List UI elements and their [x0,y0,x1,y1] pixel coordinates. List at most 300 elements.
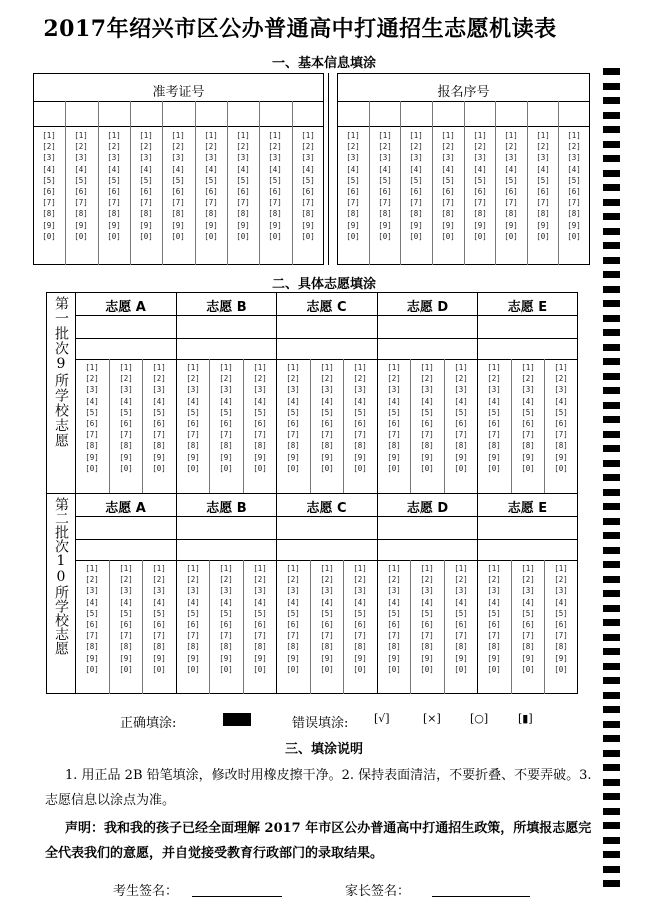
bubble-option[interactable]: [1] [236,131,250,140]
bubble-option[interactable]: [2] [487,374,501,384]
bubble-option[interactable]: [3] [409,153,423,163]
bubble-option[interactable]: [6] [387,419,401,429]
bubble-option[interactable]: [3] [139,153,153,163]
bubble-option[interactable]: [9] [473,220,487,230]
bubble-option[interactable]: [2] [378,142,392,152]
bubble-option[interactable]: [0] [219,664,233,674]
bubble-option[interactable]: [9] [152,452,166,462]
bubble-option[interactable]: [6] [387,620,401,630]
bubble-option[interactable]: [8] [554,441,568,451]
bubble-option[interactable]: [0] [286,463,300,473]
bubble-option[interactable]: [0] [441,231,455,241]
bubble-option[interactable]: [7] [171,198,185,208]
bubble-option[interactable]: [0] [420,463,434,473]
bubble-option[interactable]: [5] [219,407,233,417]
bubble-option[interactable]: [4] [554,396,568,406]
bubble-option[interactable]: [7] [219,430,233,440]
bubble-option[interactable]: [1] [119,363,133,372]
bubble-option[interactable]: [4] [253,396,267,406]
bubble-option[interactable]: [9] [286,452,300,462]
bubble-option[interactable]: [7] [152,631,166,641]
bubble-option[interactable]: [3] [454,385,468,395]
bubble-option[interactable]: [7] [378,198,392,208]
bubble-option[interactable]: [8] [536,209,550,219]
bubble-option[interactable]: [5] [301,175,315,185]
bubble-option[interactable]: [0] [186,664,200,674]
bubble-option[interactable]: [7] [454,430,468,440]
parent-signature-line[interactable] [432,896,530,897]
bubble-option[interactable]: [1] [454,564,468,573]
bubble-option[interactable]: [9] [387,452,401,462]
bubble-option[interactable]: [3] [567,153,581,163]
bubble-option[interactable]: [0] [119,664,133,674]
bubble-option[interactable]: [9] [554,653,568,663]
bubble-option[interactable]: [2] [409,142,423,152]
bubble-option[interactable]: [9] [268,220,282,230]
bubble-option[interactable]: [4] [454,396,468,406]
bubble-option[interactable]: [7] [301,198,315,208]
bubble-option[interactable]: [4] [420,597,434,607]
bubble-option[interactable]: [3] [521,586,535,596]
bubble-option[interactable]: [8] [441,209,455,219]
bubble-option[interactable]: [3] [554,586,568,596]
bubble-option[interactable]: [2] [521,374,535,384]
bubble-option[interactable]: [6] [171,187,185,197]
bubble-option[interactable]: [8] [236,209,250,219]
bubble-option[interactable]: [8] [186,642,200,652]
bubble-option[interactable]: [6] [186,419,200,429]
bubble-option[interactable]: [3] [236,153,250,163]
bubble-option[interactable]: [9] [521,653,535,663]
bubble-option[interactable]: [2] [320,575,334,585]
bubble-option[interactable]: [0] [85,664,99,674]
bubble-option[interactable]: [6] [554,620,568,630]
bubble-option[interactable]: [4] [107,164,121,174]
bubble-option[interactable]: [7] [152,430,166,440]
bubble-option[interactable]: [0] [219,463,233,473]
bubble-option[interactable]: [8] [219,642,233,652]
bubble-option[interactable]: [7] [236,198,250,208]
bubble-option[interactable]: [8] [219,441,233,451]
bubble-option[interactable]: [2] [236,142,250,152]
bubble-option[interactable]: [1] [473,131,487,140]
bubble-option[interactable]: [6] [409,187,423,197]
bubble-option[interactable]: [2] [487,575,501,585]
bubble-option[interactable]: [1] [152,564,166,573]
bubble-option[interactable]: [6] [320,419,334,429]
bubble-option[interactable]: [0] [253,463,267,473]
bubble-option[interactable]: [0] [152,664,166,674]
bubble-option[interactable]: [6] [378,187,392,197]
bubble-option[interactable]: [4] [219,597,233,607]
bubble-option[interactable]: [8] [152,642,166,652]
bubble-option[interactable]: [5] [152,407,166,417]
bubble-option[interactable]: [3] [420,586,434,596]
bubble-option[interactable]: [3] [219,586,233,596]
bubble-option[interactable]: [9] [454,653,468,663]
bubble-option[interactable]: [8] [353,441,367,451]
bubble-option[interactable]: [9] [119,452,133,462]
bubble-option[interactable]: [0] [504,231,518,241]
bubble-option[interactable]: [1] [74,131,88,140]
bubble-option[interactable]: [2] [253,575,267,585]
bubble-option[interactable]: [4] [353,597,367,607]
bubble-option[interactable]: [8] [85,441,99,451]
bubble-option[interactable]: [3] [387,385,401,395]
bubble-option[interactable]: [1] [420,564,434,573]
bubble-option[interactable]: [1] [320,564,334,573]
bubble-option[interactable]: [1] [536,131,550,140]
bubble-option[interactable]: [2] [152,575,166,585]
bubble-option[interactable]: [8] [107,209,121,219]
bubble-option[interactable]: [6] [152,620,166,630]
bubble-option[interactable]: [6] [219,419,233,429]
bubble-option[interactable]: [5] [320,608,334,618]
bubble-option[interactable]: [7] [554,430,568,440]
bubble-option[interactable]: [2] [186,374,200,384]
bubble-option[interactable]: [2] [186,575,200,585]
bubble-option[interactable]: [5] [454,608,468,618]
bubble-option[interactable]: [6] [286,620,300,630]
bubble-option[interactable]: [4] [219,396,233,406]
bubble-option[interactable]: [7] [441,198,455,208]
bubble-option[interactable]: [6] [253,419,267,429]
bubble-option[interactable]: [1] [504,131,518,140]
bubble-option[interactable]: [9] [74,220,88,230]
bubble-option[interactable]: [1] [353,564,367,573]
bubble-option[interactable]: [6] [119,419,133,429]
bubble-option[interactable]: [2] [119,575,133,585]
bubble-option[interactable]: [9] [320,452,334,462]
bubble-option[interactable]: [6] [204,187,218,197]
bubble-option[interactable]: [0] [320,664,334,674]
bubble-option[interactable]: [3] [353,586,367,596]
bubble-option[interactable]: [1] [204,131,218,140]
bubble-option[interactable]: [7] [253,631,267,641]
bubble-option[interactable]: [6] [268,187,282,197]
bubble-option[interactable]: [1] [420,363,434,372]
bubble-option[interactable]: [7] [320,631,334,641]
bubble-option[interactable]: [7] [139,198,153,208]
bubble-option[interactable]: [0] [454,463,468,473]
bubble-option[interactable]: [6] [353,620,367,630]
bubble-option[interactable]: [0] [554,664,568,674]
bubble-option[interactable]: [4] [387,597,401,607]
bubble-option[interactable]: [0] [473,231,487,241]
bubble-option[interactable]: [1] [378,131,392,140]
bubble-option[interactable]: [4] [152,396,166,406]
bubble-option[interactable]: [5] [353,608,367,618]
bubble-option[interactable]: [9] [441,220,455,230]
bubble-option[interactable]: [1] [152,363,166,372]
bubble-option[interactable]: [1] [554,363,568,372]
bubble-option[interactable]: [8] [320,642,334,652]
bubble-option[interactable]: [6] [253,620,267,630]
bubble-option[interactable]: [5] [253,407,267,417]
bubble-option[interactable]: [1] [320,363,334,372]
bubble-option[interactable]: [2] [554,575,568,585]
bubble-option[interactable]: [3] [85,385,99,395]
bubble-option[interactable]: [1] [487,564,501,573]
bubble-option[interactable]: [0] [268,231,282,241]
bubble-option[interactable]: [8] [473,209,487,219]
bubble-option[interactable]: [2] [353,575,367,585]
bubble-option[interactable]: [5] [409,175,423,185]
bubble-option[interactable]: [3] [286,586,300,596]
bubble-option[interactable]: [3] [320,586,334,596]
bubble-option[interactable]: [1] [139,131,153,140]
bubble-option[interactable]: [9] [567,220,581,230]
bubble-option[interactable]: [9] [454,452,468,462]
bubble-option[interactable]: [9] [219,452,233,462]
bubble-option[interactable]: [8] [171,209,185,219]
bubble-option[interactable]: [6] [186,620,200,630]
bubble-option[interactable]: [6] [487,620,501,630]
bubble-option[interactable]: [9] [353,653,367,663]
bubble-option[interactable]: [8] [409,209,423,219]
bubble-option[interactable]: [5] [487,407,501,417]
bubble-option[interactable]: [7] [186,430,200,440]
bubble-option[interactable]: [1] [219,363,233,372]
bubble-option[interactable]: [3] [521,385,535,395]
bubble-option[interactable]: [0] [171,231,185,241]
bubble-option[interactable]: [6] [286,419,300,429]
bubble-option[interactable]: [8] [139,209,153,219]
bubble-option[interactable]: [0] [42,231,56,241]
bubble-option[interactable]: [3] [346,153,360,163]
bubble-option[interactable]: [9] [387,653,401,663]
bubble-option[interactable]: [8] [454,441,468,451]
bubble-option[interactable]: [4] [487,396,501,406]
bubble-option[interactable]: [6] [139,187,153,197]
bubble-option[interactable]: [9] [420,452,434,462]
bubble-option[interactable]: [5] [219,608,233,618]
bubble-option[interactable]: [7] [521,631,535,641]
bubble-option[interactable]: [7] [268,198,282,208]
bubble-option[interactable]: [4] [420,396,434,406]
bubble-option[interactable]: [2] [441,142,455,152]
bubble-option[interactable]: [4] [253,597,267,607]
bubble-option[interactable]: [7] [320,430,334,440]
bubble-option[interactable]: [5] [521,608,535,618]
bubble-option[interactable]: [4] [487,597,501,607]
bubble-option[interactable]: [9] [353,452,367,462]
bubble-option[interactable]: [1] [387,363,401,372]
bubble-option[interactable]: [9] [107,220,121,230]
bubble-option[interactable]: [1] [286,363,300,372]
bubble-option[interactable]: [6] [567,187,581,197]
bubble-option[interactable]: [4] [409,164,423,174]
bubble-option[interactable]: [5] [286,608,300,618]
bubble-option[interactable]: [1] [186,363,200,372]
bubble-option[interactable]: [7] [454,631,468,641]
bubble-option[interactable]: [9] [85,452,99,462]
bubble-option[interactable]: [5] [487,608,501,618]
bubble-option[interactable]: [5] [473,175,487,185]
bubble-option[interactable]: [2] [346,142,360,152]
bubble-option[interactable]: [8] [521,642,535,652]
bubble-option[interactable]: [1] [107,131,121,140]
bubble-option[interactable]: [4] [204,164,218,174]
bubble-option[interactable]: [7] [42,198,56,208]
bubble-option[interactable]: [2] [473,142,487,152]
bubble-option[interactable]: [5] [346,175,360,185]
bubble-option[interactable]: [0] [139,231,153,241]
bubble-option[interactable]: [3] [320,385,334,395]
bubble-option[interactable]: [2] [301,142,315,152]
bubble-option[interactable]: [8] [268,209,282,219]
bubble-option[interactable]: [0] [346,231,360,241]
bubble-option[interactable]: [7] [204,198,218,208]
bubble-option[interactable]: [5] [171,175,185,185]
bubble-option[interactable]: [5] [387,407,401,417]
bubble-option[interactable]: [7] [186,631,200,641]
bubble-option[interactable]: [1] [186,564,200,573]
bubble-option[interactable]: [0] [567,231,581,241]
bubble-option[interactable]: [9] [42,220,56,230]
bubble-option[interactable]: [6] [74,187,88,197]
bubble-option[interactable]: [9] [236,220,250,230]
bubble-option[interactable]: [1] [387,564,401,573]
bubble-option[interactable]: [1] [554,564,568,573]
bubble-option[interactable]: [3] [204,153,218,163]
bubble-option[interactable]: [4] [567,164,581,174]
bubble-option[interactable]: [5] [420,608,434,618]
bubble-option[interactable]: [9] [186,452,200,462]
bubble-option[interactable]: [7] [420,631,434,641]
bubble-option[interactable]: [4] [186,396,200,406]
bubble-option[interactable]: [0] [378,231,392,241]
bubble-option[interactable]: [0] [152,463,166,473]
bubble-option[interactable]: [9] [253,452,267,462]
bubble-option[interactable]: [7] [74,198,88,208]
bubble-option[interactable]: [0] [521,664,535,674]
bubble-option[interactable]: [5] [85,407,99,417]
bubble-option[interactable]: [4] [346,164,360,174]
bubble-option[interactable]: [4] [521,396,535,406]
bubble-option[interactable]: [3] [420,385,434,395]
bubble-option[interactable]: [6] [85,419,99,429]
bubble-option[interactable]: [7] [107,198,121,208]
bubble-option[interactable]: [7] [504,198,518,208]
bubble-option[interactable]: [2] [536,142,550,152]
bubble-option[interactable]: [9] [253,653,267,663]
bubble-option[interactable]: [0] [353,463,367,473]
bubble-option[interactable]: [1] [567,131,581,140]
bubble-option[interactable]: [9] [409,220,423,230]
bubble-option[interactable]: [6] [504,187,518,197]
bubble-option[interactable]: [6] [554,419,568,429]
bubble-option[interactable]: [6] [454,419,468,429]
bubble-option[interactable]: [9] [186,653,200,663]
bubble-option[interactable]: [3] [171,153,185,163]
bubble-option[interactable]: [5] [536,175,550,185]
bubble-option[interactable]: [1] [85,363,99,372]
bubble-option[interactable]: [3] [253,586,267,596]
bubble-option[interactable]: [5] [152,608,166,618]
bubble-option[interactable]: [8] [378,209,392,219]
bubble-option[interactable]: [9] [504,220,518,230]
bubble-option[interactable]: [7] [554,631,568,641]
bubble-option[interactable]: [8] [346,209,360,219]
bubble-option[interactable]: [1] [42,131,56,140]
bubble-option[interactable]: [8] [320,441,334,451]
bubble-option[interactable]: [6] [420,419,434,429]
bubble-option[interactable]: [5] [454,407,468,417]
bubble-option[interactable]: [7] [353,631,367,641]
bubble-option[interactable]: [4] [504,164,518,174]
bubble-option[interactable]: [0] [74,231,88,241]
bubble-option[interactable]: [3] [353,385,367,395]
bubble-option[interactable]: [4] [268,164,282,174]
bubble-option[interactable]: [6] [85,620,99,630]
bubble-option[interactable]: [3] [85,586,99,596]
bubble-option[interactable]: [6] [521,419,535,429]
bubble-option[interactable]: [5] [387,608,401,618]
bubble-option[interactable]: [6] [107,187,121,197]
bubble-option[interactable]: [8] [253,642,267,652]
bubble-option[interactable]: [2] [139,142,153,152]
bubble-option[interactable]: [2] [420,374,434,384]
bubble-option[interactable]: [1] [487,363,501,372]
bubble-option[interactable]: [0] [301,231,315,241]
bubble-option[interactable]: [2] [420,575,434,585]
bubble-option[interactable]: [6] [441,187,455,197]
bubble-option[interactable]: [3] [441,153,455,163]
bubble-option[interactable]: [9] [85,653,99,663]
bubble-option[interactable]: [8] [119,642,133,652]
bubble-option[interactable]: [4] [286,597,300,607]
bubble-option[interactable]: [2] [320,374,334,384]
bubble-option[interactable]: [3] [378,153,392,163]
bubble-option[interactable]: [8] [42,209,56,219]
bubble-option[interactable]: [5] [441,175,455,185]
bubble-option[interactable]: [2] [454,575,468,585]
bubble-option[interactable]: [0] [554,463,568,473]
bubble-option[interactable]: [8] [286,441,300,451]
bubble-option[interactable]: [2] [85,374,99,384]
bubble-option[interactable]: [9] [152,653,166,663]
bubble-option[interactable]: [7] [286,631,300,641]
bubble-option[interactable]: [9] [286,653,300,663]
bubble-option[interactable]: [7] [420,430,434,440]
bubble-option[interactable]: [8] [504,209,518,219]
bubble-option[interactable]: [7] [409,198,423,208]
bubble-option[interactable]: [2] [219,575,233,585]
bubble-option[interactable]: [1] [353,363,367,372]
bubble-option[interactable]: [5] [567,175,581,185]
bubble-option[interactable]: [7] [387,430,401,440]
bubble-option[interactable]: [2] [454,374,468,384]
bubble-option[interactable]: [5] [204,175,218,185]
bubble-option[interactable]: [7] [346,198,360,208]
bubble-option[interactable]: [4] [353,396,367,406]
bubble-option[interactable]: [1] [454,363,468,372]
bubble-option[interactable]: [2] [387,575,401,585]
bubble-option[interactable]: [7] [387,631,401,641]
bubble-option[interactable]: [4] [441,164,455,174]
bubble-option[interactable]: [3] [504,153,518,163]
bubble-option[interactable]: [4] [74,164,88,174]
bubble-option[interactable]: [5] [286,407,300,417]
bubble-option[interactable]: [2] [85,575,99,585]
bubble-option[interactable]: [4] [85,597,99,607]
bubble-option[interactable]: [3] [487,385,501,395]
bubble-option[interactable]: [9] [320,653,334,663]
bubble-option[interactable]: [0] [353,664,367,674]
bubble-option[interactable]: [2] [353,374,367,384]
bubble-option[interactable]: [3] [107,153,121,163]
